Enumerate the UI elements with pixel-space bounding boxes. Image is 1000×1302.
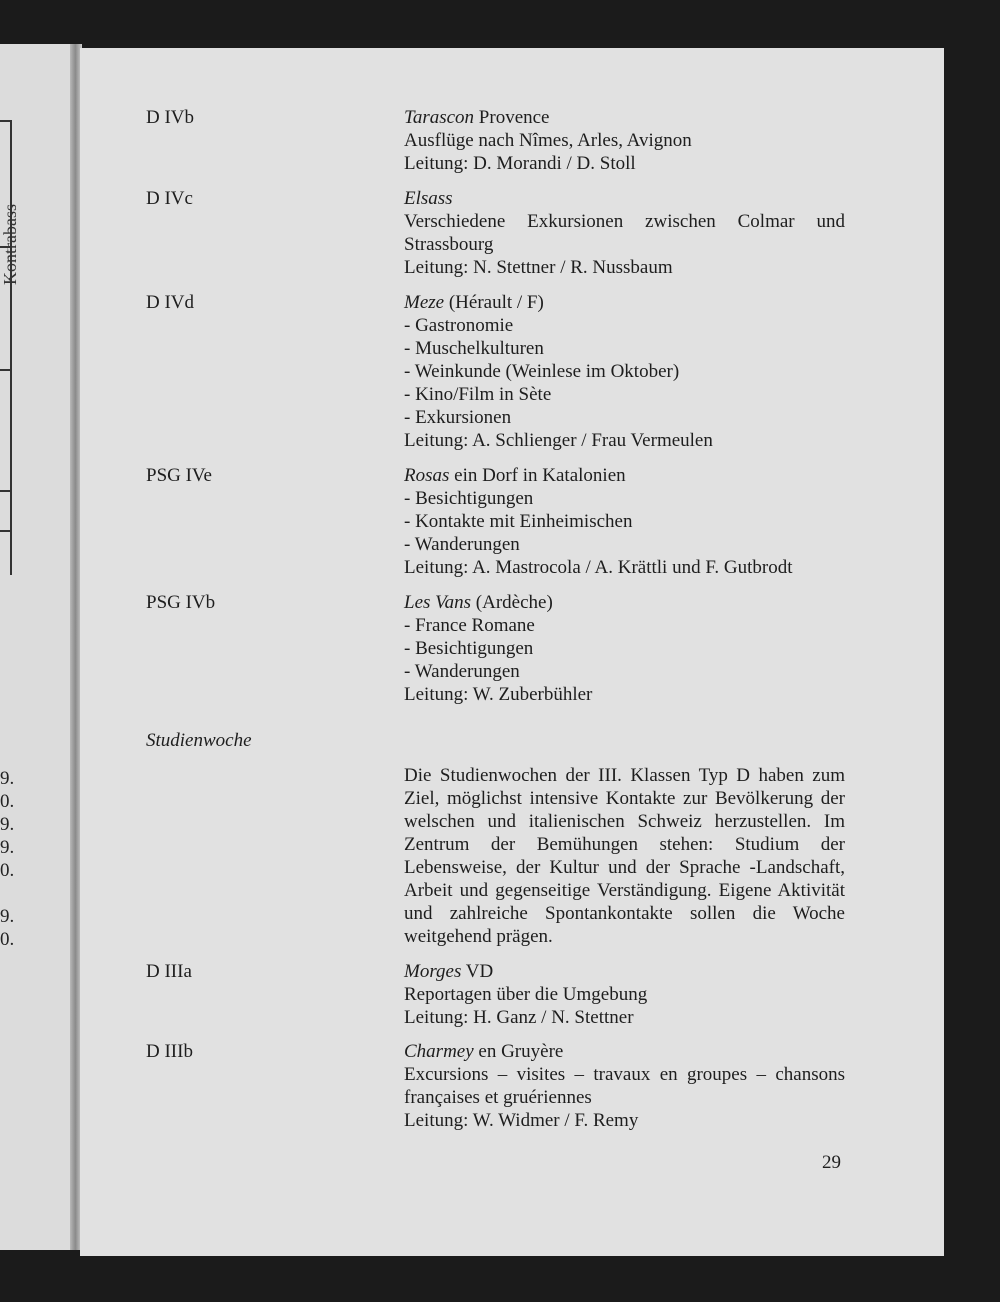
place-suffix: Provence [474, 107, 550, 128]
entry-line: - Kontakte mit Einheimischen [404, 511, 633, 532]
place-suffix: (Ardèche) [471, 592, 553, 613]
place-suffix: (Hérault / F) [444, 292, 544, 313]
entry-line: Leitung: W. Zuberbühler [404, 684, 593, 705]
entry-line: Verschiedene Exkursionen zwischen Colmar und [404, 211, 845, 232]
entry-line: - France Romane [404, 615, 535, 636]
class-code: D IVc [146, 188, 193, 209]
studienwoche-description: Die Studienwochen der III. Klassen Typ D haben zum Ziel, möglichst intensive Kontakte zur Bevölkerung der welschen und italienischen Schweiz herzustellen. Im Zentrum der Bemühungen stehen: Studium der Lebensweise, der Kultur und der Sprache -Landschaft, Arbeit und gegenseitige Verständigung. Eigene Aktivität und zahlreiche Spontankontakte sollen die Woche weitgehend prägen. [404, 765, 845, 947]
left-number: 0. [0, 929, 15, 950]
left-number: 9. [0, 906, 15, 927]
left-number: 9. [0, 837, 15, 858]
excursion-entry [404, 291, 845, 452]
place-suffix: VD [461, 961, 494, 982]
entry-line: - Kino/Film in Sète [404, 384, 552, 405]
left-number: 9. [0, 814, 15, 835]
section-heading: Studienwoche [146, 730, 252, 751]
excursion-entry [404, 106, 845, 175]
entry-line: - Muschelkulturen [404, 338, 544, 359]
place-name: Elsass [404, 188, 453, 209]
entry-line: - Weinkunde (Weinlese im Oktober) [404, 361, 680, 382]
excursion-entry [404, 1040, 845, 1132]
class-code: D IVb [146, 107, 195, 128]
excursion-entry [404, 187, 845, 279]
class-code: D IIIa [146, 961, 192, 982]
place-name: Les Vans [404, 592, 472, 613]
rotated-column-label: Kontrabass [0, 204, 20, 285]
class-code: PSG IVb [146, 592, 216, 613]
place-suffix: ein Dorf in Katalonien [449, 465, 626, 486]
entry-line: - Besichtigungen [404, 638, 534, 659]
excursion-entry [404, 960, 845, 1029]
place-name: Tarascon [404, 107, 475, 128]
page-number: 29 [822, 1152, 841, 1173]
entry-line: - Wanderungen [404, 534, 520, 555]
entry-line: Leitung: H. Ganz / N. Stettner [404, 1007, 634, 1028]
entry-line: - Gastronomie [404, 315, 514, 336]
entry-line: Leitung: A. Schlienger / Frau Vermeulen [404, 430, 713, 451]
class-code: PSG IVe [146, 465, 212, 486]
entry-line: - Exkursionen [404, 407, 512, 428]
class-code: D IVd [146, 292, 195, 313]
left-number: 9. [0, 768, 15, 789]
entry-line: Reportagen über die Umgebung [404, 984, 648, 1005]
left-page-fragment [0, 44, 78, 1250]
entry-line: Leitung: W. Widmer / F. Remy [404, 1110, 639, 1131]
entry-line: Leitung: N. Stettner / R. Nussbaum [404, 257, 673, 278]
place-suffix: en Gruyère [473, 1041, 564, 1062]
entry-line: Leitung: A. Mastrocola / A. Krättli und F. Gutbrodt [404, 557, 793, 578]
place-name: Morges [404, 961, 462, 982]
excursion-entry [404, 464, 845, 579]
left-number: 0. [0, 860, 15, 881]
place-name: Rosas [404, 465, 450, 486]
excursion-entry [404, 591, 845, 706]
entry-line: Excursions – visites – travaux en groupes – chansons françaises et gruériennes [404, 1064, 845, 1108]
entry-line: Leitung: D. Morandi / D. Stoll [404, 153, 636, 174]
place-name: Charmey [404, 1041, 474, 1062]
entry-line: Strassbourg [404, 234, 494, 255]
left-number: 0. [0, 791, 15, 812]
class-code: D IIIb [146, 1041, 193, 1062]
entry-line: - Besichtigungen [404, 488, 534, 509]
entry-line: Ausflüge nach Nîmes, Arles, Avignon [404, 130, 692, 151]
entry-line: - Wanderungen [404, 661, 520, 682]
place-name: Meze [404, 292, 445, 313]
